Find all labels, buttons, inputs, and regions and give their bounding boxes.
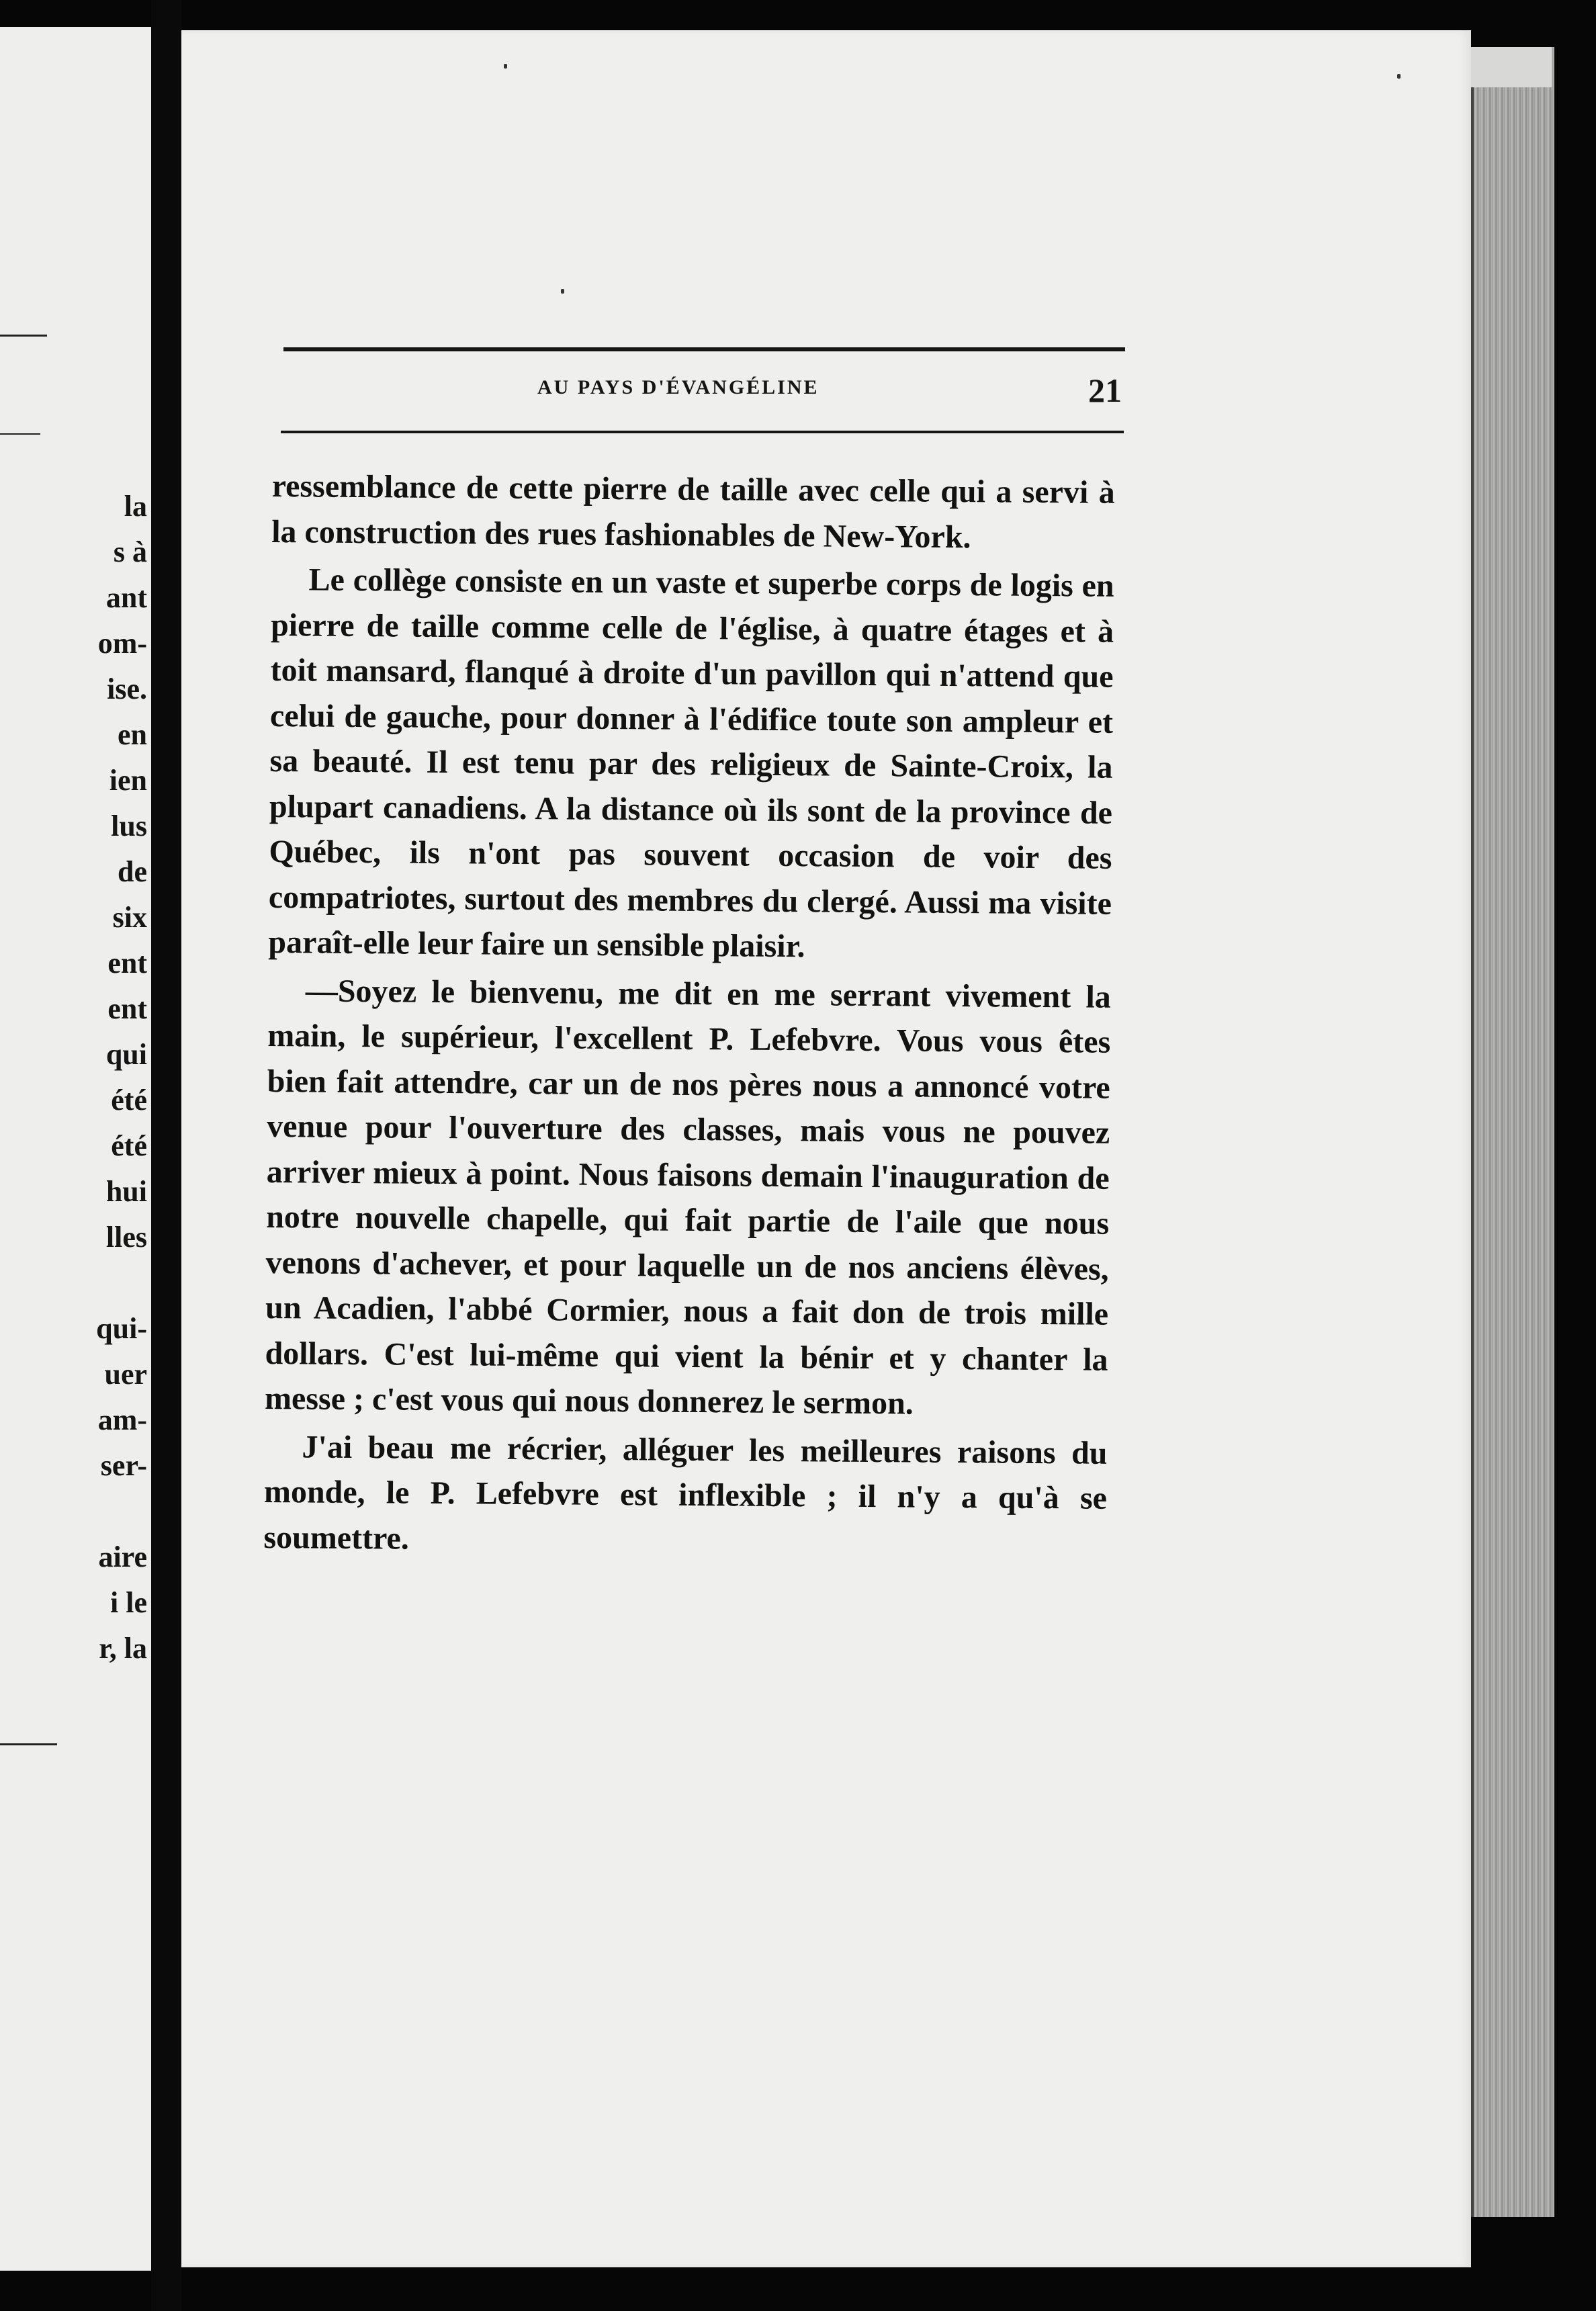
left-line-end: ser- (100, 1449, 147, 1482)
left-line-end: i le (110, 1586, 147, 1619)
left-line-end: qui (105, 1038, 147, 1071)
paper-speck (561, 289, 564, 294)
left-line-end: lles (105, 1221, 147, 1254)
left-line-gap (6, 1489, 147, 1534)
paper-speck (1397, 74, 1401, 79)
left-line-gap (6, 1260, 147, 1306)
left-line-end: s à (113, 535, 147, 568)
left-page-header-rule-bottom (0, 433, 40, 435)
left-line-end: r, la (99, 1632, 147, 1665)
left-line-end: ent (107, 992, 147, 1025)
left-line-end: été (111, 1084, 147, 1117)
left-line-end: qui- (96, 1312, 147, 1345)
header-rule-bottom (281, 431, 1124, 433)
left-line-end: de (118, 855, 147, 888)
left-line-end: aire (98, 1540, 147, 1573)
left-line-end: été (111, 1129, 147, 1162)
body-text (263, 464, 1115, 1567)
left-line-end: hui (105, 1175, 147, 1208)
left-page-line-ends (6, 484, 147, 1671)
paragraph: ressemblance de cette pierre de taille avec celle qui a servi à la construction des rues fashionables de New-York. (271, 468, 1115, 555)
left-line-end: la (124, 490, 147, 523)
left-page-header-rule (0, 335, 47, 337)
left-line-end: uer (104, 1358, 147, 1391)
paper-speck (504, 64, 507, 69)
left-line-end: ent (107, 947, 147, 979)
left-facing-page (0, 27, 151, 2271)
book-gutter (151, 0, 181, 2311)
left-line-end: en (118, 718, 147, 751)
page-edges-stack (1471, 47, 1554, 2217)
left-line-end: six (112, 901, 147, 934)
left-line-end: ise. (107, 672, 147, 705)
left-line-end: ant (105, 581, 147, 614)
page-edges-top (1471, 47, 1552, 87)
left-line-end: om- (97, 627, 147, 660)
left-page-footer-rule (0, 1743, 57, 1745)
left-line-end: lus (111, 810, 147, 842)
paragraph: Le collège consiste en un vaste et superbe corps de logis en pierre de taille comme celle de l'église, à quatre étages et à toit mansard, flanqué à droite d'un pavillon qui n'attend que celui de gauche, pour donner à l'édifice toute son ampleur et sa beauté. Il est tenu par des religieux de Sainte-Croix, la plupart canadiens. A la distance où ils sont de la province de Québec, ils n'ont pas souvent occasion de voir des compatriotes, surtout des membres du clergé. Aussi ma visite paraît-elle leur faire un sensible plaisir. (268, 562, 1114, 965)
page-number: 21 (1088, 372, 1122, 409)
running-head: AU PAYS D'ÉVANGÉLINE (537, 376, 819, 398)
paragraph: —Soyez le bienvenu, me dit en me serrant vivement la main, le supérieur, l'excellent P. Lefebvre. Vous vous êtes bien fait attendre, car un de nos pères nous a annoncé votre venue pour l'ouverture des classes, mais vous ne pouvez arriver mieux à point. Nous faisons demain l'inauguration de notre nouvelle chapelle, qui fait partie de l'aile que nous venons d'achever, et pour laquelle un de nos anciens élèves, un Acadien, l'abbé Cormier, nous a fait don de trois mille dollars. C'est lui-même qui vient la bénir et y chanter la messe ; c'est vous qui nous donnerez le sermon. (264, 972, 1112, 1422)
left-line-end: am- (97, 1403, 147, 1436)
left-line-end: ien (109, 764, 147, 797)
header-rule-top (283, 347, 1125, 351)
paragraph: J'ai beau me récrier, alléguer les meilleures raisons du monde, le P. Lefebvre est inflexible ; il n'y a qu'à se soumettre. (263, 1428, 1108, 1557)
